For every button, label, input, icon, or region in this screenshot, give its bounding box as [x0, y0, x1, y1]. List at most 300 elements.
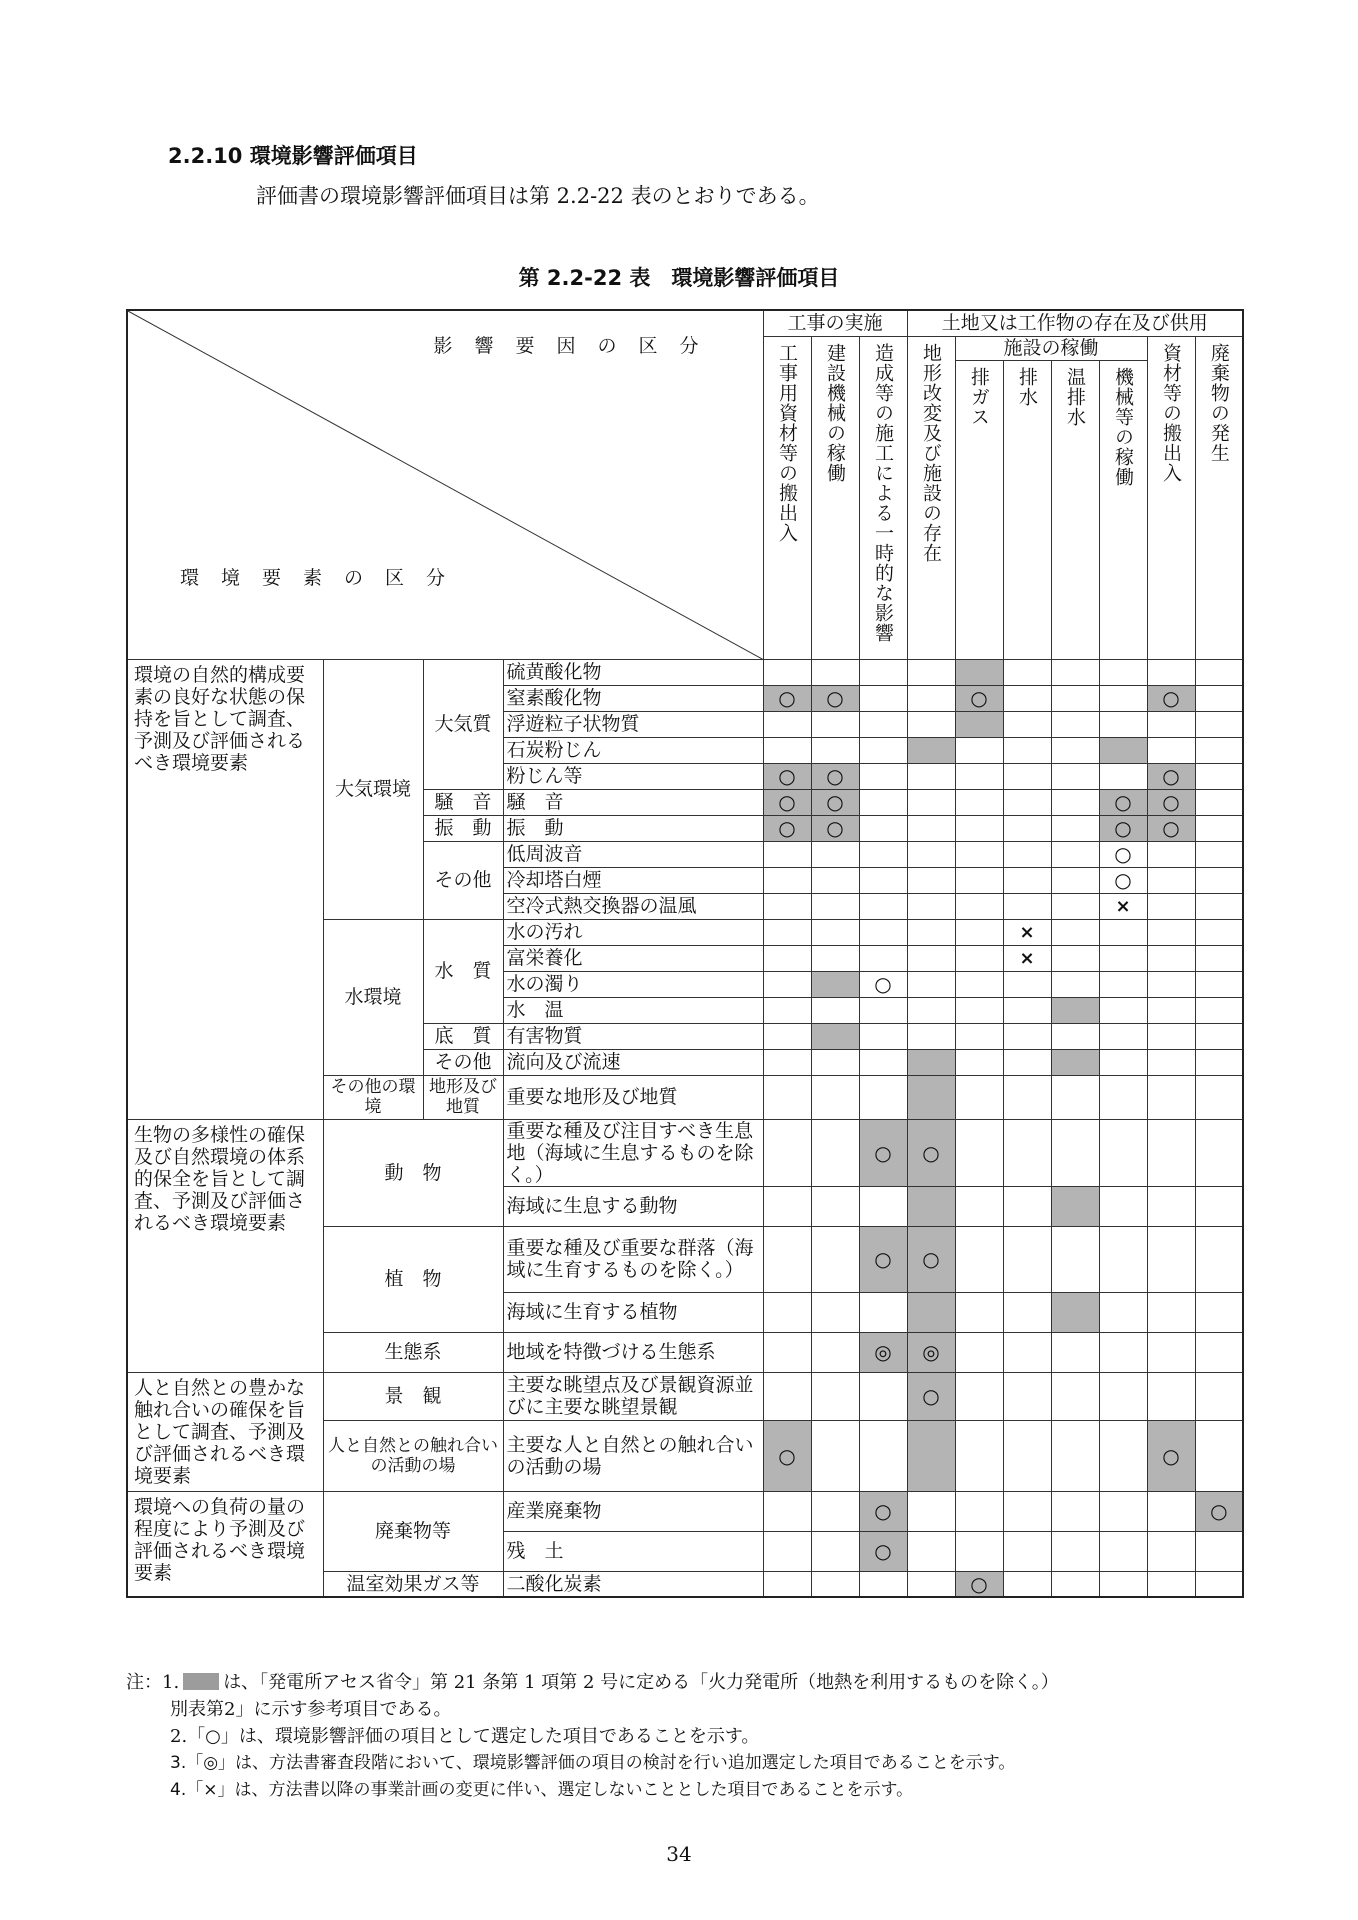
matrix-cell: [1003, 659, 1051, 685]
matrix-cell: [1195, 867, 1243, 893]
matrix-cell: [1003, 1226, 1051, 1292]
subcategory-cell: 騒 音: [423, 789, 503, 815]
selected-mark: ○: [922, 1140, 940, 1165]
matrix-cell: [1099, 685, 1147, 711]
matrix-cell: [1003, 1332, 1051, 1372]
matrix-cell: [1147, 919, 1195, 945]
matrix-cell: [955, 1226, 1003, 1292]
matrix-cell: [1099, 1420, 1147, 1491]
matrix-cell: [955, 815, 1003, 841]
added-mark: ◎: [922, 1340, 940, 1364]
matrix-cell: [763, 971, 811, 997]
matrix-cell: [1147, 1049, 1195, 1075]
intro-text: 評価書の環境影響評価項目は第 2.2-22 表のとおりである。: [256, 184, 820, 208]
item-label: 海域に生育する植物: [503, 1292, 763, 1332]
matrix-cell: [1099, 1332, 1147, 1372]
subcategory-cell: 植 物: [323, 1226, 503, 1332]
matrix-cell: [1195, 1491, 1243, 1531]
selected-mark: ○: [778, 686, 796, 710]
col-header: 排水: [1003, 360, 1051, 659]
selected-mark: ○: [778, 816, 796, 840]
selected-mark: ○: [922, 1384, 940, 1409]
selected-mark: ○: [1162, 764, 1180, 788]
matrix-cell: [1195, 997, 1243, 1023]
category-cell: 環境への負荷の量の程度により予測及び評価されるべき環境要素: [127, 1491, 323, 1597]
matrix-cell: [1099, 893, 1147, 919]
matrix-cell: [1147, 1292, 1195, 1332]
matrix-cell: [1051, 1420, 1099, 1491]
matrix-cell: [1195, 1292, 1243, 1332]
matrix-cell: [763, 945, 811, 971]
matrix-cell: [811, 1226, 859, 1292]
matrix-cell: [1051, 1292, 1099, 1332]
matrix-cell: [1003, 997, 1051, 1023]
item-label: 流向及び流速: [503, 1049, 763, 1075]
matrix-cell: [1051, 1372, 1099, 1420]
matrix-cell: [1099, 841, 1147, 867]
subcategory-cell: 水環境: [323, 919, 423, 1075]
matrix-cell: [811, 789, 859, 815]
matrix-cell: [1147, 971, 1195, 997]
matrix-cell: [1003, 919, 1051, 945]
matrix-cell: [811, 893, 859, 919]
matrix-cell: [763, 659, 811, 685]
matrix-cell: [955, 997, 1003, 1023]
matrix-cell: [907, 1372, 955, 1420]
matrix-cell: [1099, 971, 1147, 997]
matrix-cell: [1195, 815, 1243, 841]
matrix-cell: [907, 841, 955, 867]
matrix-cell: [907, 1023, 955, 1049]
matrix-cell: [1099, 1531, 1147, 1571]
item-label: 粉じん等: [503, 763, 763, 789]
matrix-cell: [763, 711, 811, 737]
matrix-cell: [1147, 1226, 1195, 1292]
matrix-cell: [859, 1571, 907, 1597]
matrix-cell: [1003, 763, 1051, 789]
matrix-cell: [859, 971, 907, 997]
matrix-cell: [1099, 737, 1147, 763]
matrix-cell: [1195, 1049, 1243, 1075]
matrix-cell: [955, 1420, 1003, 1491]
selected-mark: ○: [826, 790, 844, 814]
item-label: 富栄養化: [503, 945, 763, 971]
subcategory-cell: 底 質: [423, 1023, 503, 1049]
item-label: 産業廃棄物: [503, 1491, 763, 1531]
matrix-cell: [1147, 1420, 1195, 1491]
table-caption: 第 2.2-22 表 環境影響評価項目: [518, 266, 840, 290]
selected-mark: ○: [778, 764, 796, 788]
matrix-cell: [1147, 997, 1195, 1023]
subcategory-cell: 景 観: [323, 1372, 503, 1420]
matrix-cell: [1051, 685, 1099, 711]
matrix-cell: [1099, 997, 1147, 1023]
matrix-cell: [1195, 1186, 1243, 1226]
matrix-cell: [859, 711, 907, 737]
matrix-cell: [1147, 945, 1195, 971]
matrix-cell: [1195, 1372, 1243, 1420]
item-label: 重要な地形及び地質: [503, 1075, 763, 1119]
matrix-cell: [1003, 1571, 1051, 1597]
matrix-cell: [811, 1531, 859, 1571]
col-header: 排ガス: [955, 360, 1003, 659]
matrix-cell: [1099, 789, 1147, 815]
matrix-cell: [955, 1119, 1003, 1186]
matrix-cell: [955, 659, 1003, 685]
matrix-cell: [955, 893, 1003, 919]
matrix-cell: [1003, 971, 1051, 997]
subcategory-cell: 廃棄物等: [323, 1491, 503, 1571]
matrix-cell: [1051, 659, 1099, 685]
matrix-cell: [1051, 1023, 1099, 1049]
assessment-matrix: [126, 309, 1244, 1598]
subcategory-cell: その他: [423, 1049, 503, 1075]
category-cell: 環境の自然的構成要素の良好な状態の保持を旨として調査、予測及び評価されるべき環境要素: [127, 659, 323, 1119]
matrix-cell: [955, 789, 1003, 815]
matrix-cell: [1195, 685, 1243, 711]
col-header: 建設機械の稼働: [811, 336, 859, 659]
matrix-cell: [763, 997, 811, 1023]
matrix-cell: [1099, 815, 1147, 841]
matrix-cell: [859, 1292, 907, 1332]
item-label: 水の汚れ: [503, 919, 763, 945]
matrix-cell: [1099, 1372, 1147, 1420]
matrix-cell: [1195, 659, 1243, 685]
item-label: 振 動: [503, 815, 763, 841]
matrix-cell: [907, 763, 955, 789]
matrix-cell: [811, 841, 859, 867]
matrix-cell: [1051, 763, 1099, 789]
matrix-cell: [955, 711, 1003, 737]
matrix-cell: [1051, 997, 1099, 1023]
matrix-cell: [859, 1186, 907, 1226]
matrix-cell: [811, 1023, 859, 1049]
subcategory-cell: 大気質: [423, 659, 503, 789]
matrix-cell: [1195, 945, 1243, 971]
matrix-cell: [763, 1023, 811, 1049]
selected-mark: ○: [1162, 790, 1180, 814]
matrix-cell: [1147, 867, 1195, 893]
subcategory-cell: 地形及び地質: [423, 1075, 503, 1119]
item-label: 硫黄酸化物: [503, 659, 763, 685]
matrix-cell: [811, 1491, 859, 1531]
matrix-cell: [1051, 711, 1099, 737]
notes: [126, 1669, 1246, 1804]
matrix-cell: [1003, 1119, 1051, 1186]
matrix-cell: [1195, 1571, 1243, 1597]
removed-mark: ×: [1019, 948, 1035, 969]
matrix-cell: [1099, 1186, 1147, 1226]
matrix-cell: [1195, 1420, 1243, 1491]
matrix-cell: [859, 1075, 907, 1119]
matrix-cell: [1147, 763, 1195, 789]
matrix-cell: [955, 1049, 1003, 1075]
matrix-cell: [859, 841, 907, 867]
matrix-cell: [1195, 1119, 1243, 1186]
matrix-cell: [859, 893, 907, 919]
matrix-cell: [1051, 971, 1099, 997]
selected-mark: ○: [874, 1539, 892, 1563]
col-header: 廃棄物の発生: [1195, 336, 1243, 659]
matrix-cell: [811, 971, 859, 997]
matrix-cell: [811, 919, 859, 945]
matrix-cell: [859, 1023, 907, 1049]
subcategory-cell: 生態系: [323, 1332, 503, 1372]
matrix-cell: [1147, 659, 1195, 685]
matrix-cell: [859, 1420, 907, 1491]
matrix-cell: [1051, 1531, 1099, 1571]
group-existence: 土地又は工作物の存在及び供用: [907, 310, 1243, 336]
matrix-cell: [1195, 1531, 1243, 1571]
factor-label: 影響要因の区分: [433, 335, 721, 357]
matrix-cell: [1147, 685, 1195, 711]
matrix-cell: [1099, 1491, 1147, 1531]
matrix-cell: [1099, 1571, 1147, 1597]
matrix-cell: [1099, 945, 1147, 971]
matrix-cell: [1195, 711, 1243, 737]
selected-mark: ○: [826, 816, 844, 840]
matrix-cell: [1195, 893, 1243, 919]
matrix-cell: [907, 789, 955, 815]
matrix-cell: [907, 1075, 955, 1119]
selected-mark: ○: [1162, 686, 1180, 710]
item-label: 主要な人と自然との触れ合いの活動の場: [503, 1420, 763, 1491]
matrix-cell: [811, 711, 859, 737]
matrix-cell: [763, 1292, 811, 1332]
matrix-cell: [1003, 945, 1051, 971]
selected-mark: ○: [778, 1443, 796, 1468]
matrix-cell: [1195, 763, 1243, 789]
matrix-cell: [1099, 1075, 1147, 1119]
note-3: 3.「◎」は、方法書審査段階において、環境影響評価の項目の検討を行い追加選定した項目であることを示す。: [170, 1753, 1016, 1773]
section-title: 2.2.10 環境影響評価項目: [168, 144, 418, 168]
note-1-cont: 別表第2」に示す参考項目である。: [170, 1699, 452, 1720]
subcategory-cell: 水 質: [423, 919, 503, 1023]
subcategory-cell: 大気環境: [323, 659, 423, 919]
table-row: [127, 659, 1243, 685]
note-4: 4.「×」は、方法書以降の事業計画の変更に伴い、選定しないこととした項目であることを示す。: [170, 1780, 914, 1800]
matrix-cell: [811, 1119, 859, 1186]
item-label: 空冷式熱交換器の温風: [503, 893, 763, 919]
matrix-cell: [1051, 815, 1099, 841]
matrix-cell: [1051, 1571, 1099, 1597]
item-label: 冷却塔白煙: [503, 867, 763, 893]
item-label: 残 土: [503, 1531, 763, 1571]
col-header: 資材等の搬出入: [1147, 336, 1195, 659]
selected-mark: ○: [874, 1247, 892, 1271]
selected-mark: ○: [1162, 1443, 1180, 1468]
matrix-cell: [811, 685, 859, 711]
matrix-cell: [1099, 1049, 1147, 1075]
matrix-cell: [763, 841, 811, 867]
subcategory-cell: 振 動: [423, 815, 503, 841]
header-corner: [127, 310, 763, 659]
matrix-cell: [955, 1372, 1003, 1420]
matrix-cell: [955, 1531, 1003, 1571]
item-label: 石炭粉じん: [503, 737, 763, 763]
selected-mark: ○: [970, 1571, 988, 1596]
matrix-cell: [859, 1049, 907, 1075]
selected-mark: ○: [922, 1247, 940, 1271]
matrix-cell: [1003, 1075, 1051, 1119]
item-label: 二酸化炭素: [503, 1571, 763, 1597]
matrix-cell: [763, 893, 811, 919]
matrix-cell: [1003, 737, 1051, 763]
matrix-cell: [1147, 841, 1195, 867]
matrix-cell: [859, 1372, 907, 1420]
col-header: 機械等の稼働: [1099, 360, 1147, 659]
matrix-cell: [1051, 1119, 1099, 1186]
matrix-cell: [907, 1049, 955, 1075]
matrix-cell: [1051, 919, 1099, 945]
matrix-cell: [1051, 893, 1099, 919]
table-row: [127, 1119, 1243, 1186]
matrix-cell: [907, 867, 955, 893]
matrix-cell: [907, 659, 955, 685]
matrix-cell: [1003, 1372, 1051, 1420]
col-header: 造成等の施工による一時的な影響: [859, 336, 907, 659]
matrix-cell: [907, 1571, 955, 1597]
matrix-cell: [1195, 1332, 1243, 1372]
matrix-cell: [859, 763, 907, 789]
matrix-cell: [907, 1226, 955, 1292]
matrix-cell: [907, 997, 955, 1023]
matrix-cell: [859, 1491, 907, 1531]
matrix-cell: [859, 1119, 907, 1186]
matrix-cell: [1147, 1571, 1195, 1597]
matrix-cell: [1147, 1372, 1195, 1420]
matrix-cell: [763, 685, 811, 711]
matrix-cell: [907, 815, 955, 841]
matrix-cell: [955, 1023, 1003, 1049]
matrix-cell: [1003, 1420, 1051, 1491]
matrix-cell: [1003, 815, 1051, 841]
subcategory-cell: その他: [423, 841, 503, 919]
matrix-cell: [955, 1332, 1003, 1372]
matrix-cell: [811, 1332, 859, 1372]
table-row: [127, 1372, 1243, 1420]
matrix-cell: [1003, 1531, 1051, 1571]
selected-mark: ○: [826, 686, 844, 710]
item-label: 有害物質: [503, 1023, 763, 1049]
note-1-number: 注：1.: [126, 1672, 180, 1693]
col-header: 工事用資材等の搬出入: [763, 336, 811, 659]
item-label: 低周波音: [503, 841, 763, 867]
matrix-cell: [811, 997, 859, 1023]
matrix-cell: [1147, 1491, 1195, 1531]
matrix-cell: [1147, 1075, 1195, 1119]
subcategory-cell: 温室効果ガス等: [323, 1571, 503, 1597]
matrix-cell: [763, 867, 811, 893]
matrix-cell: [763, 1571, 811, 1597]
matrix-cell: [763, 789, 811, 815]
matrix-cell: [811, 1571, 859, 1597]
matrix-cell: [1147, 815, 1195, 841]
matrix-cell: [1003, 893, 1051, 919]
matrix-cell: [1147, 711, 1195, 737]
note-2: 2.「○」は、環境影響評価の項目として選定した項目であることを示す。: [170, 1726, 760, 1747]
subgroup-facility: 施設の稼働: [955, 336, 1147, 360]
matrix-cell: [907, 1292, 955, 1332]
matrix-cell: [859, 1226, 907, 1292]
matrix-cell: [1051, 1332, 1099, 1372]
matrix-cell: [955, 1491, 1003, 1531]
matrix-cell: [1003, 685, 1051, 711]
matrix-cell: [1147, 1531, 1195, 1571]
matrix-cell: [955, 1186, 1003, 1226]
matrix-cell: [859, 685, 907, 711]
matrix-cell: [1099, 867, 1147, 893]
subcategory-cell: 人と自然との触れ合いの活動の場: [323, 1420, 503, 1491]
selected-mark: ○: [874, 972, 892, 996]
matrix-cell: [955, 685, 1003, 711]
matrix-cell: [811, 867, 859, 893]
matrix-cell: [1195, 1023, 1243, 1049]
assessment-table: [126, 309, 1244, 1598]
matrix-cell: [1147, 893, 1195, 919]
selected-mark: ○: [778, 790, 796, 814]
col-header: 地形改変及び施設の存在: [907, 336, 955, 659]
group-construction: 工事の実施: [763, 310, 907, 336]
selected-mark: ○: [826, 764, 844, 788]
item-label: 海域に生息する動物: [503, 1186, 763, 1226]
corner-diagonal: [128, 311, 763, 659]
matrix-cell: [1195, 737, 1243, 763]
matrix-cell: [1195, 919, 1243, 945]
selected-mark: ○: [1114, 868, 1132, 892]
matrix-cell: [1099, 1292, 1147, 1332]
matrix-cell: [811, 945, 859, 971]
matrix-cell: [1099, 711, 1147, 737]
matrix-cell: [1003, 841, 1051, 867]
note-1-text: は、「発電所アセス省令」第 21 条第 1 項第 2 号に定める「火力発電所（地熱を利用するものを除く。）: [223, 1672, 1059, 1693]
matrix-cell: [1051, 945, 1099, 971]
matrix-cell: [955, 1075, 1003, 1119]
matrix-cell: [907, 1531, 955, 1571]
matrix-cell: [763, 1075, 811, 1119]
element-label: 環境要素の区分: [180, 566, 468, 589]
matrix-cell: [1099, 659, 1147, 685]
matrix-cell: [811, 659, 859, 685]
matrix-cell: [811, 763, 859, 789]
matrix-cell: [763, 1226, 811, 1292]
matrix-cell: [1099, 1119, 1147, 1186]
gray-swatch: [183, 1673, 219, 1690]
matrix-cell: [811, 1372, 859, 1420]
matrix-cell: [763, 1420, 811, 1491]
matrix-cell: [763, 1049, 811, 1075]
matrix-cell: [1003, 1491, 1051, 1531]
matrix-cell: [1195, 789, 1243, 815]
matrix-cell: [763, 1332, 811, 1372]
removed-mark: ×: [1115, 896, 1131, 917]
selected-mark: ○: [1114, 842, 1132, 866]
matrix-cell: [955, 763, 1003, 789]
matrix-cell: [1051, 1226, 1099, 1292]
matrix-cell: [763, 1119, 811, 1186]
category-cell: 生物の多様性の確保及び自然環境の体系的保全を旨として調査、予測及び評価されるべき環境要素: [127, 1119, 323, 1372]
item-label: 騒 音: [503, 789, 763, 815]
matrix-cell: [859, 997, 907, 1023]
matrix-cell: [1099, 919, 1147, 945]
matrix-cell: [1195, 841, 1243, 867]
item-label: 水 温: [503, 997, 763, 1023]
matrix-cell: [907, 1119, 955, 1186]
matrix-cell: [859, 815, 907, 841]
matrix-cell: [907, 1491, 955, 1531]
matrix-cell: [1051, 737, 1099, 763]
matrix-cell: [907, 737, 955, 763]
